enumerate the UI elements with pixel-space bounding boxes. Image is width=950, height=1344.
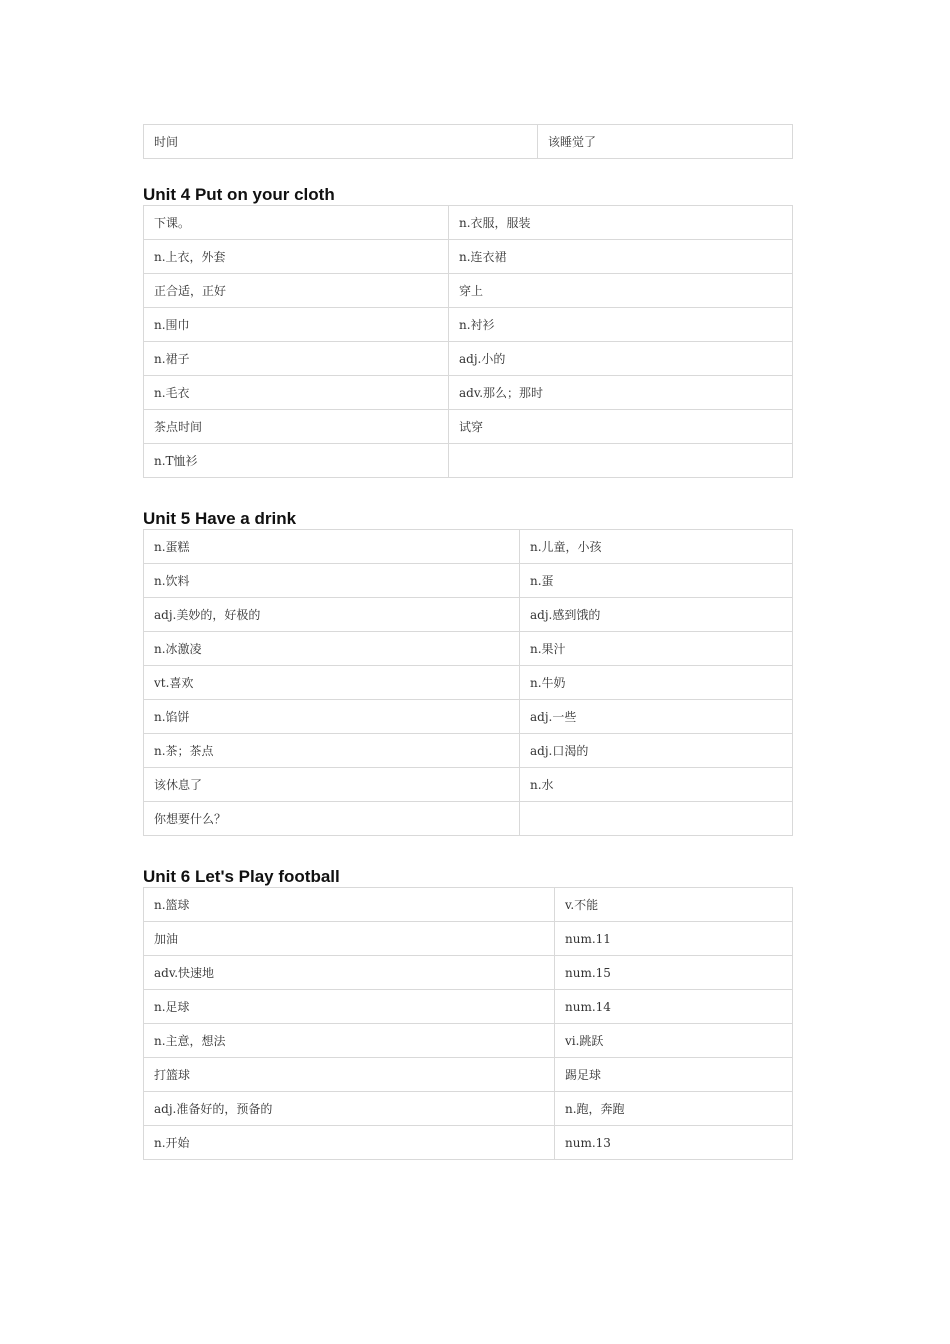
table-cell: n.围巾 <box>144 308 449 342</box>
table-row <box>144 922 793 956</box>
table-cell: n.裙子 <box>144 342 449 376</box>
table-cell: num.14 <box>555 990 793 1024</box>
table-cell: n.开始 <box>144 1126 555 1160</box>
vocab-table-top <box>143 124 793 159</box>
unit-6-heading: Unit 6 Let's Play football <box>143 867 340 886</box>
table-row <box>144 888 793 922</box>
table-row <box>144 530 793 564</box>
unit-5-heading: Unit 5 Have a drink <box>143 509 297 528</box>
table-cell: adj.口渴的 <box>520 734 793 768</box>
table-cell: 时间 <box>144 125 538 159</box>
table-row <box>144 564 793 598</box>
table-cell: v.不能 <box>555 888 793 922</box>
table-cell: adj.美妙的，好极的 <box>144 598 520 632</box>
table-cell: n.蛋 <box>520 564 793 598</box>
table-cell: n.水 <box>520 768 793 802</box>
table-cell: n.饮料 <box>144 564 520 598</box>
table-cell: adj.感到饿的 <box>520 598 793 632</box>
table-cell: n.馅饼 <box>144 700 520 734</box>
table-row <box>144 598 793 632</box>
table-row <box>144 666 793 700</box>
table-row <box>144 240 793 274</box>
table-cell: 试穿 <box>449 410 793 444</box>
table-cell: num.13 <box>555 1126 793 1160</box>
table-cell <box>449 444 793 478</box>
table-cell: n.茶；茶点 <box>144 734 520 768</box>
table-cell: n.上衣，外套 <box>144 240 449 274</box>
table-row <box>144 206 793 240</box>
table-cell: n.毛衣 <box>144 376 449 410</box>
table-row <box>144 632 793 666</box>
table-cell: n.篮球 <box>144 888 555 922</box>
table-row <box>144 700 793 734</box>
table-cell: adj.小的 <box>449 342 793 376</box>
table-row <box>144 956 793 990</box>
table-cell: 踢足球 <box>555 1058 793 1092</box>
vocab-table-unit-6 <box>143 887 793 1160</box>
table-row <box>144 342 793 376</box>
table-row <box>144 274 793 308</box>
table-row <box>144 1058 793 1092</box>
table-row <box>144 125 793 159</box>
table-cell: n.主意，想法 <box>144 1024 555 1058</box>
table-cell: 该睡觉了 <box>538 125 793 159</box>
table-row <box>144 768 793 802</box>
vocab-table-unit-5 <box>143 529 793 836</box>
table-row <box>144 1024 793 1058</box>
table-cell <box>520 802 793 836</box>
table-cell: n.冰激凌 <box>144 632 520 666</box>
table-cell: 你想要什么？ <box>144 802 520 836</box>
table-cell: num.11 <box>555 922 793 956</box>
table-row <box>144 444 793 478</box>
table-row <box>144 410 793 444</box>
vocab-table-unit-4 <box>143 205 793 478</box>
table-row <box>144 734 793 768</box>
table-cell: n.衬衫 <box>449 308 793 342</box>
table-cell: n.足球 <box>144 990 555 1024</box>
table-row <box>144 802 793 836</box>
table-cell: 正合适，正好 <box>144 274 449 308</box>
table-cell: n.衣服，服装 <box>449 206 793 240</box>
document-page <box>143 124 792 1160</box>
table-cell: n.儿童，小孩 <box>520 530 793 564</box>
table-row <box>144 990 793 1024</box>
table-cell: num.15 <box>555 956 793 990</box>
unit-4-heading: Unit 4 Put on your cloth <box>143 185 335 204</box>
table-cell: adj.一些 <box>520 700 793 734</box>
table-cell: 打篮球 <box>144 1058 555 1092</box>
table-cell: adv.那么；那时 <box>449 376 793 410</box>
table-cell: 穿上 <box>449 274 793 308</box>
table-cell: n.连衣裙 <box>449 240 793 274</box>
table-cell: adv.快速地 <box>144 956 555 990</box>
table-cell: 该休息了 <box>144 768 520 802</box>
table-cell: vt.喜欢 <box>144 666 520 700</box>
table-cell: n.牛奶 <box>520 666 793 700</box>
table-cell: n.跑，奔跑 <box>555 1092 793 1126</box>
table-cell: 茶点时间 <box>144 410 449 444</box>
table-row <box>144 376 793 410</box>
table-row <box>144 1126 793 1160</box>
table-cell: adj.准备好的，预备的 <box>144 1092 555 1126</box>
table-row <box>144 1092 793 1126</box>
table-cell: vi.跳跃 <box>555 1024 793 1058</box>
table-cell: n.T恤衫 <box>144 444 449 478</box>
table-cell: 加油 <box>144 922 555 956</box>
table-cell: 下课。 <box>144 206 449 240</box>
table-cell: n.果汁 <box>520 632 793 666</box>
table-row <box>144 308 793 342</box>
table-cell: n.蛋糕 <box>144 530 520 564</box>
